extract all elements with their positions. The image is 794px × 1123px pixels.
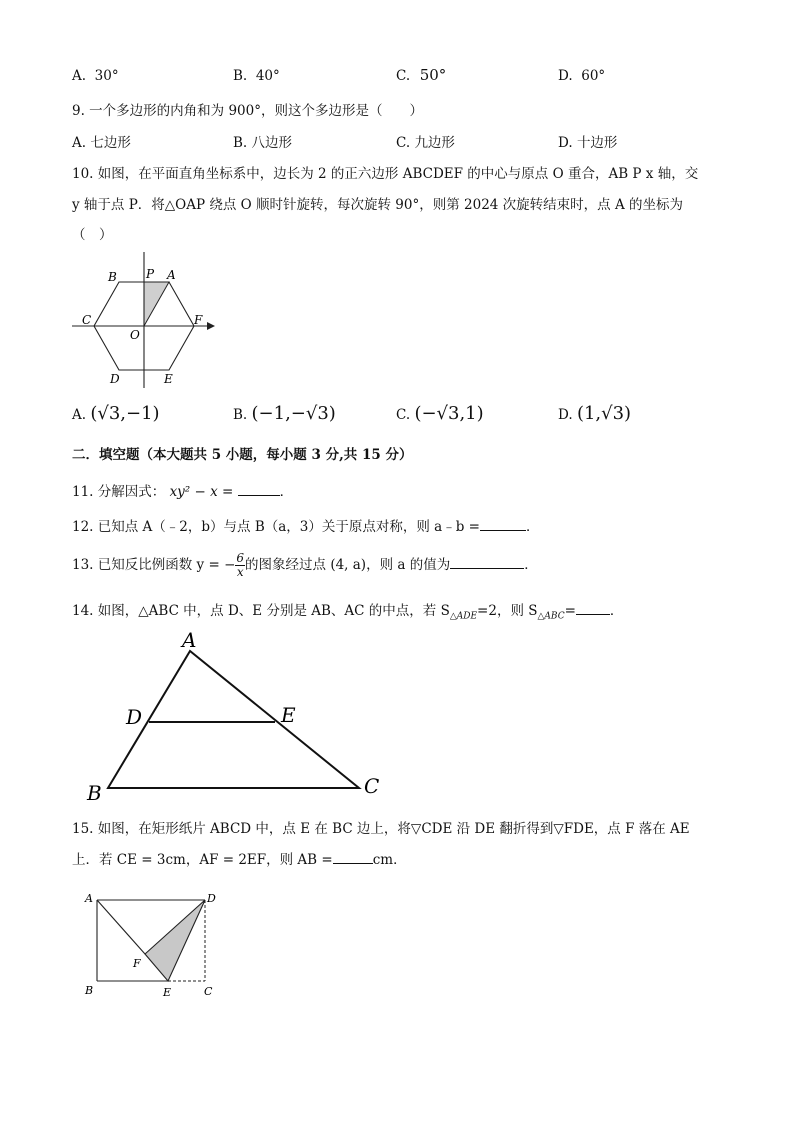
q12 — [72, 515, 539, 535]
label-a: A — [182, 628, 197, 652]
q11-answer-blank[interactable] — [238, 481, 280, 496]
q10-hexagon-figure — [70, 248, 220, 393]
q9-option-b: B. 八边形 — [233, 135, 293, 151]
label-p: P — [146, 267, 155, 281]
q8-option-d: D. 60° — [558, 68, 606, 84]
q9-option-d: D. 十边形 — [558, 135, 618, 151]
q15-answer-blank[interactable] — [333, 849, 373, 864]
label-c: C — [204, 985, 213, 998]
label-c: C — [82, 313, 92, 327]
q12-suffix: ． — [525, 519, 540, 535]
q13 — [72, 552, 538, 579]
q10-option-c: C. (−√3,1) — [396, 403, 484, 424]
label-c: C — [364, 774, 380, 798]
triangle-fde — [145, 900, 205, 981]
q14-after: = — [564, 603, 576, 619]
label-d: D — [207, 892, 216, 905]
label-b: B — [87, 781, 102, 805]
q10-stem-line3: （ ） — [72, 227, 113, 243]
label-a: A — [167, 268, 176, 282]
label-f: F — [194, 313, 203, 327]
q13-fraction — [235, 552, 245, 579]
label-e: E — [164, 372, 173, 386]
q15-line1: 15. 如图，在矩形纸片 ABCD 中，点 E 在 BC 边上，将▽CDE 沿 DE 翻折得到▽FDE，点 F 落在 AE — [72, 821, 690, 837]
q11 — [72, 480, 293, 500]
q15-line2-suffix: cm． — [372, 852, 407, 868]
segment-af — [97, 900, 145, 954]
q15-line2 — [72, 848, 407, 868]
label-d: D — [126, 705, 143, 729]
q9-option-c: C. 九边形 — [396, 135, 455, 151]
label-d: D — [110, 372, 120, 386]
label-e: E — [163, 986, 172, 999]
q14-middle: =2，则 S — [477, 603, 538, 619]
q9-option-a: A. 七边形 — [72, 135, 131, 151]
q13-frac-num: 6 — [236, 551, 245, 565]
q10-option-a: A. (√3,−1) — [72, 403, 160, 424]
q12-answer-blank[interactable] — [480, 516, 526, 531]
x-axis-arrow-icon — [207, 322, 215, 330]
q10-stem-line2: y 轴于点 P．将△OAP 绕点 O 顺时针旋转，每次旋转 90°，则第 2024 次旋转结束时，点 A 的坐标为 — [72, 197, 684, 213]
q15-rectangle-figure — [80, 888, 230, 1003]
q8-option-c: C. 50° — [396, 66, 447, 84]
triangle-abc — [108, 651, 359, 788]
q14 — [72, 599, 623, 622]
q15-line2-prefix: 上．若 CE = 3cm，AF = 2EF，则 AB = — [72, 852, 333, 868]
q10-stem-line1: 10. 如图，在平面直角坐标系中，边长为 2 的正六边形 ABCDEF 的中心与原点 O 重合，AB P x 轴，交 — [72, 166, 699, 182]
q10-option-d: D. (1,√3) — [558, 403, 632, 424]
q10-option-b: B. (−1,−√3) — [233, 403, 336, 424]
q14-sub1: △ADE — [449, 611, 478, 622]
q13-prefix: 13. 已知反比例函数 y = − — [72, 557, 236, 573]
label-a: A — [85, 892, 93, 905]
q13-answer-blank[interactable] — [450, 554, 524, 569]
q14-prefix: 14. 如图，△ABC 中，点 D、E 分别是 AB、AC 的中点，若 S — [72, 603, 450, 619]
section2-title: 二．填空题（本大题共 5 小题，每小题 3 分,共 15 分） — [72, 447, 413, 463]
q11-suffix: ． — [279, 484, 294, 500]
q13-middle: 的图象经过点 (4, a)，则 a 的值为 — [245, 557, 451, 573]
q13-suffix: ． — [524, 557, 538, 573]
label-e: E — [281, 703, 296, 727]
label-b: B — [108, 270, 117, 284]
q12-text: 12. 已知点 A（﹣2，b）与点 B（a，3）关于原点对称，则 a﹣b = — [72, 519, 480, 535]
q11-prefix: 11. 分解因式： — [72, 484, 166, 500]
q11-expr: xy² − x = — [169, 484, 234, 500]
q14-triangle-figure — [82, 625, 392, 810]
q8-option-b: B. 40° — [233, 68, 280, 84]
triangle-oap — [144, 282, 169, 326]
q13-frac-den: x — [236, 565, 244, 579]
label-o: O — [130, 328, 140, 342]
label-f: F — [133, 957, 141, 970]
q14-suffix: ． — [609, 603, 624, 619]
q8-option-a: A. 30° — [72, 68, 119, 84]
label-b: B — [85, 984, 94, 997]
q14-answer-blank[interactable] — [576, 600, 610, 615]
q9-stem: 9. 一个多边形的内角和为 900°，则这个多边形是（ ） — [72, 103, 423, 119]
q14-sub2: △ABC — [537, 611, 565, 622]
